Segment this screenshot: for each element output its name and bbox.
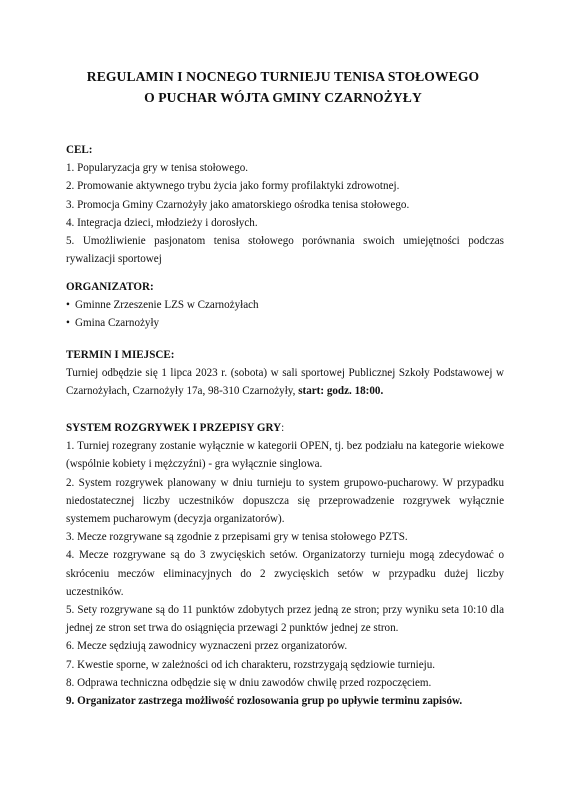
section-heading-system [66,419,504,437]
document-title-line-1: REGULAMIN I NOCNEGO TURNIEJU TENISA STOŁOWEGO [86,69,480,84]
cel-item: 2. Promowanie aktywnego trybu życia jako formy profilaktyki zdrowotnej. [66,180,400,193]
cel-item: 5. Umożliwienie pasjonatom tenisa stołowego porównania swoich umiejętności podczas rywalizacji sportowej [66,235,504,266]
rule-item: 4. Mecze rozgrywane są do 3 zwycięskich setów. Organizatorzy turnieju mogą zdecydować o skróceniu meczów eliminacyjnych do 2 zwycięskich setów w przypadku dużej liczby uczestników. [66,549,504,598]
rule-item [66,692,504,710]
termin-paragraph [66,364,504,400]
organizator-item-label: Gminne Zrzeszenie LZS w Czarnożyłach [75,299,259,312]
organizator-item [66,314,504,332]
section-heading-termin: TERMIN I MIEJSCE: [66,349,175,361]
rule-item: 3. Mecze rozgrywane są zgodnie z przepisami gry w tenisa stołowego PZTS. [66,531,408,544]
cel-item: 4. Integracja dzieci, młodzieży i dorosłych. [66,216,258,229]
section-heading-system-text: SYSTEM ROZGRYWEK I PRZEPISY GRY [66,422,282,434]
section-cel [66,141,504,268]
section-system-rozgrywek [66,419,504,710]
section-termin [66,346,504,401]
bullet-icon: • [66,317,70,330]
rule-item: 5. Sety rozgrywane są do 11 punktów zdobytych przez jedną ze stron; przy wyniku seta 10:10 dla jednej ze stron set trwa do osiągnięcia przewagi 2 punktów jednej ze stron. [66,604,504,635]
cel-item: 1. Popularyzacja gry w tenisa stołowego. [66,162,249,175]
document-title-line-2: O PUCHAR WÓJTA GMINY CZARNOŻYŁY [144,90,422,105]
rule-item-bold: 9. Organizator zastrzega możliwość rozlosowania grup po upływie terminu zapisów. [66,695,463,708]
cel-item: 3. Promocja Gminy Czarnożyły jako amatorskiego ośrodka tenisa stołowego. [66,198,410,211]
section-heading-organizator: ORGANIZATOR: [66,281,154,293]
organizator-item [66,296,504,314]
section-heading-system-colon: : [281,422,285,434]
rule-item: 8. Odprawa techniczna odbędzie się w dniu zawodów chwilę przed rozpoczęciem. [66,676,432,689]
termin-start-time: start: godz. 18:00. [298,385,384,398]
rule-item: 1. Turniej rozegrany zostanie wyłącznie w kategorii OPEN, tj. bez podziału na kategorie wiekowe (wspólnie kobiety i mężczyźni) - gra wyłącznie singlowa. [66,440,504,471]
section-organizator [66,278,504,333]
organizator-item-label: Gmina Czarnożyły [75,317,160,330]
termin-text: Turniej odbędzie się 1 lipca 2023 r. (sobota) w sali sportowej Publicznej Szkoły Podstawowej w Czarnożyłach, Czarnożyły 17a, 98-310 Czarnożyły, [66,367,504,398]
section-heading-cel: CEL: [66,144,93,156]
rule-item: 7. Kwestie sporne, w zależności od ich charakteru, rozstrzygają sędziowie turnieju. [66,658,436,671]
rule-item: 2. System rozgrywek planowany w dniu turnieju to system grupowo-pucharowy. W przypadku niedostatecznej liczby uczestników dopuszcza się przeprowadzenie rozgrywek wyłącznie systemem pucharowym (decyzja organizatorów). [66,476,504,526]
bullet-icon: • [66,299,70,312]
rule-item: 6. Mecze sędziują zawodnicy wyznaczeni przez organizatorów. [66,640,348,653]
